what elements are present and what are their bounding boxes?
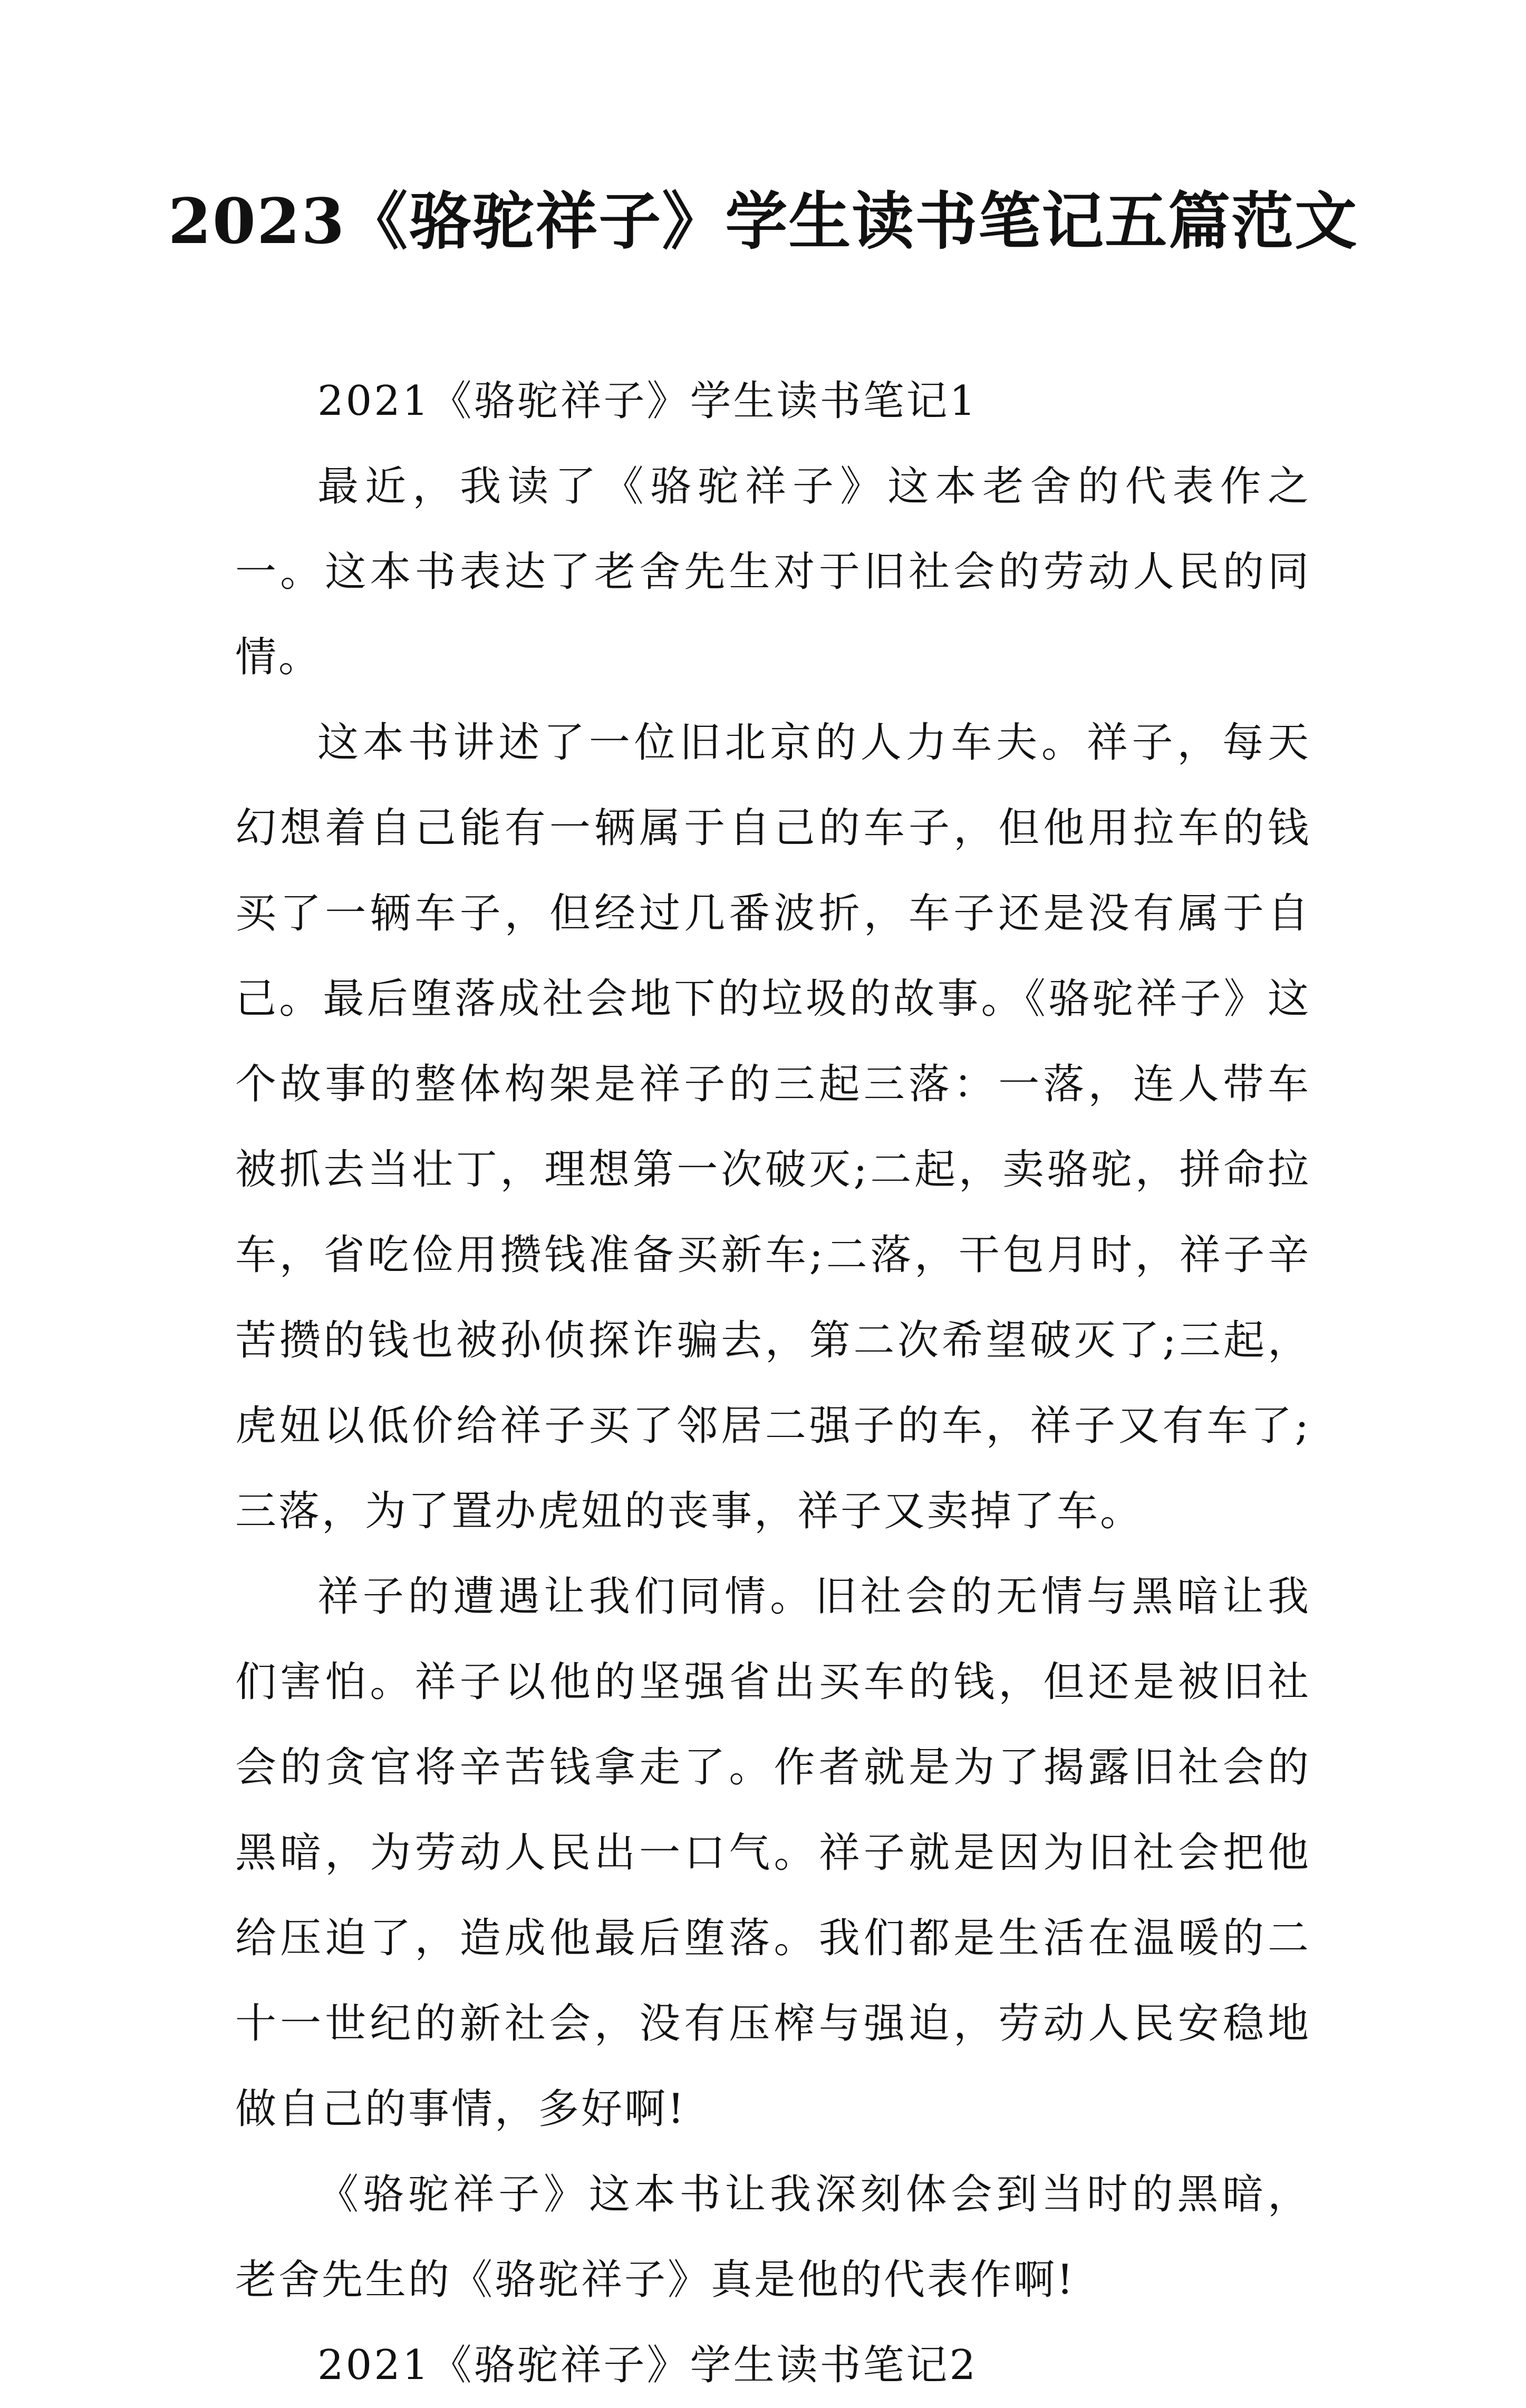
paragraph: 最近，我读了《骆驼祥子》这本老舍的代表作之一。这本书表达了老舍先生对于旧社会的劳动人民的同情。 [235, 463, 1311, 681]
section-heading-2: 2021《骆驼祥子》学生读书笔记2 [317, 2342, 978, 2389]
paragraph: 这本书讲述了一位旧北京的人力车夫。祥子，每天幻想着自己能有一辆属于自己的车子，但他用拉车的钱买了一辆车子，但经过几番波折，车子还是没有属于自己。最后堕落成社会地下的垃圾的故事。《骆驼祥子》这个故事的整体构架是祥子的三起三落：一落，连人带车被抓去当壮丁，理想第一次破灭;二起，卖骆驼，拼命拉车，省吃俭用攒钱准备买新车;二落，干包月时，祥子辛苦攒的钱也被孙侦探诈骗去，第二次希望破灭了;三起，虎妞以低价给祥子买了邻居二强子的车，祥子又有车了;三落，为了置办虎妞的丧事，祥子又卖掉了车。 [235, 719, 1311, 1535]
paragraph: 祥子的遭遇让我们同情。旧社会的无情与黑暗让我们害怕。祥子以他的坚强省出买车的钱，但还是被旧社会的贪官将辛苦钱拿走了。作者就是为了揭露旧社会的黑暗，为劳动人民出一口气。祥子就是因为旧社会把他给压迫了，造成他最后堕落。我们都是生活在温暖的二十一世纪的新社会，没有压榨与强迫，劳动人民安稳地做自己的事情，多好啊! [235, 1573, 1311, 2133]
paragraph: 《骆驼祥子》这本书让我深刻体会到当时的黑暗，老舍先生的《骆驼祥子》真是他的代表作啊! [235, 2171, 1311, 2304]
section-heading-1: 2021《骆驼祥子》学生读书笔记1 [317, 377, 978, 425]
document-title: 2023《骆驼祥子》学生读书笔记五篇范文 [168, 185, 1358, 258]
document-body [235, 358, 1311, 2408]
